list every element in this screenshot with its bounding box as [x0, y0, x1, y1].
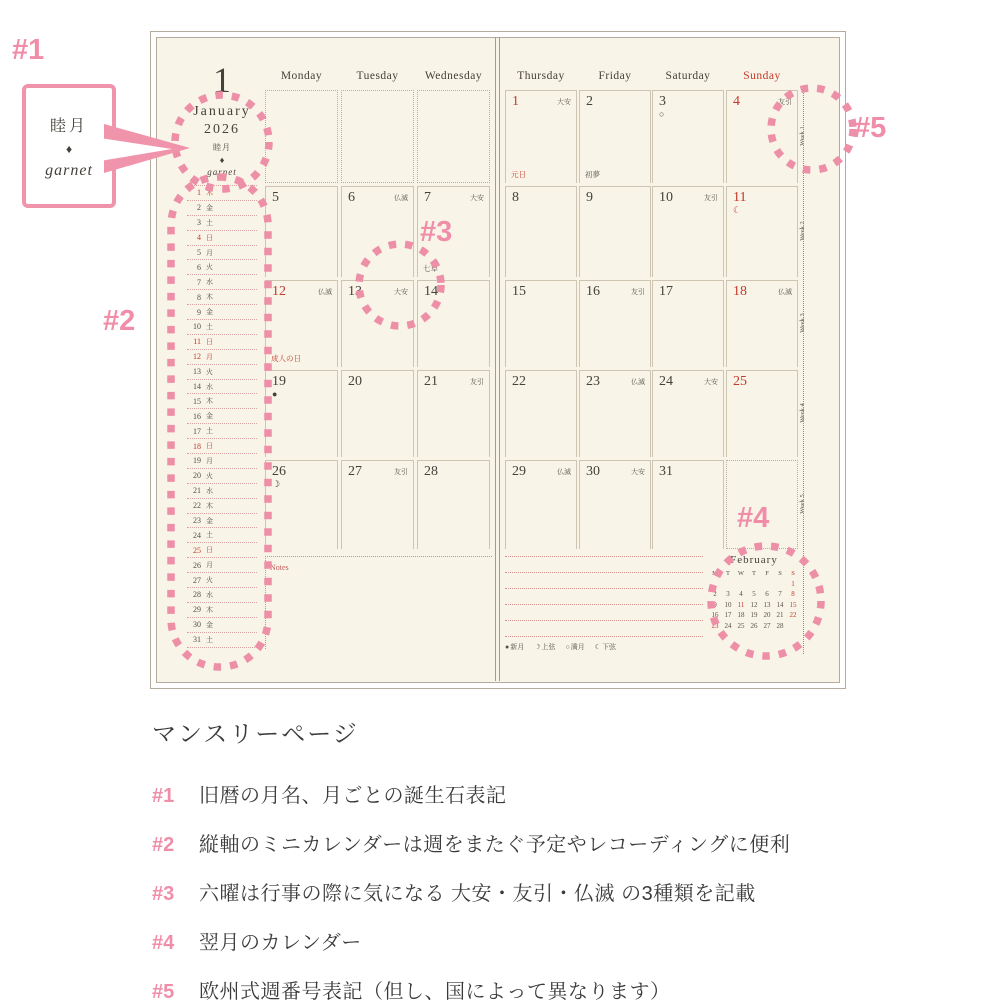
date-number: 7: [424, 190, 431, 205]
rokuyo-label: 友引: [778, 98, 792, 106]
mini-day-number: 5: [197, 248, 201, 257]
moon-symbol-icon: ●: [505, 643, 510, 651]
description-title: マンスリーページ: [152, 721, 359, 748]
feb-date: 19: [750, 611, 758, 619]
week-number-label: Week 5: [799, 489, 809, 519]
feb-date: 13: [763, 600, 771, 609]
day-header-saturday: Saturday: [665, 70, 711, 82]
mini-day-number: 28: [193, 590, 201, 600]
feb-day-letter: T: [726, 570, 730, 577]
feature-text: 欧州式週番号表記（但し、国によって異なります）: [199, 981, 671, 1000]
mini-calendar-row: [187, 380, 257, 395]
mini-day-number: 14: [193, 382, 201, 392]
date-number: 12: [272, 284, 286, 299]
feb-day-letter: S: [778, 570, 782, 577]
date-number: 17: [659, 284, 673, 299]
moon-symbol-icon: ○: [565, 643, 570, 651]
feature-description-item: [152, 779, 982, 808]
mini-day-weekday: 土: [206, 218, 213, 227]
notes-label: Notes: [270, 563, 289, 572]
feb-date: 14: [776, 600, 784, 609]
date-number: 3: [659, 94, 666, 109]
annotation-label-1: #1: [12, 34, 45, 66]
calendar-cell: [726, 90, 798, 183]
mini-calendar-row: [187, 216, 257, 231]
moon-symbol-label: 下弦: [602, 643, 617, 651]
calendar-cell: [579, 460, 651, 549]
mini-calendar-row: [187, 320, 257, 335]
date-number: 2: [586, 94, 593, 109]
mini-day-number: 15: [193, 396, 201, 406]
feb-date: [774, 580, 787, 588]
date-number: 20: [348, 374, 362, 389]
mini-day-number: 26: [193, 560, 201, 570]
diamond-icon: ♦: [219, 155, 225, 165]
date-number: 16: [586, 284, 600, 299]
memo-line: [505, 588, 703, 589]
day-note: 成人の日: [271, 354, 301, 363]
birthstone-name: garnet: [207, 167, 237, 177]
mini-calendar-row: [187, 528, 257, 543]
mini-day-weekday: 月: [206, 248, 213, 257]
week-number-label: Week 2: [799, 216, 809, 246]
calendar-cell: [417, 370, 490, 457]
mini-calendar-row: [187, 543, 257, 558]
memo-line: [505, 556, 703, 557]
calendar-cell: [505, 186, 577, 277]
rokuyo-label: 仏滅: [778, 288, 792, 296]
date-number: 23: [586, 374, 600, 389]
rokuyo-label: 友引: [631, 288, 645, 296]
mini-calendar-row: [187, 499, 257, 514]
mini-day-weekday: 水: [206, 278, 213, 287]
feb-day-letter: S: [791, 570, 795, 577]
feature-text: 旧暦の月名、月ごとの誕生石表記: [199, 785, 507, 807]
date-number: 15: [512, 284, 526, 299]
day-header-thursday: Thursday: [517, 70, 565, 82]
mini-day-weekday: 金: [206, 516, 213, 525]
mini-day-weekday: 木: [206, 501, 213, 510]
feature-description-item: [152, 975, 982, 1000]
day-header-tuesday: Tuesday: [356, 70, 399, 82]
rokuyo-label: 仏滅: [557, 468, 571, 476]
mini-day-weekday: 木: [206, 188, 213, 197]
mini-day-weekday: 月: [206, 561, 213, 570]
calendar-cell: [726, 280, 798, 367]
mini-calendar-row: [187, 484, 257, 499]
mini-calendar-row: [187, 514, 257, 529]
feature-text: 翌月のカレンダー: [199, 932, 362, 954]
date-number: 22: [512, 374, 526, 389]
mini-day-weekday: 木: [206, 293, 213, 302]
feb-date: [709, 580, 722, 588]
mini-calendar-row: [187, 633, 257, 648]
calendar-cell: [265, 186, 338, 277]
annotation-label-3: #3: [420, 216, 453, 248]
calendar-cell: [579, 90, 651, 183]
annotation-label-5: #5: [854, 112, 887, 144]
day-header-sunday: Sunday: [743, 70, 781, 82]
date-number: 19: [272, 374, 286, 389]
mini-day-number: 8: [197, 292, 201, 302]
feb-date: 21: [776, 611, 784, 619]
mini-day-weekday: 日: [206, 233, 213, 242]
rokuyo-label: 友引: [394, 468, 408, 476]
rokuyo-label: 仏滅: [394, 194, 408, 202]
feature-number: #1: [152, 785, 175, 807]
feb-date: 1: [791, 579, 795, 588]
moon-phase-icon: ○: [659, 109, 665, 119]
moon-phase-icon: ☽: [272, 479, 281, 489]
mini-day-weekday: 土: [206, 531, 213, 540]
mini-day-weekday: 金: [206, 203, 213, 212]
mini-day-number: 21: [193, 486, 201, 496]
feb-date: [735, 580, 748, 588]
mini-day-number: 3: [197, 218, 201, 228]
rokuyo-label: 仏滅: [318, 288, 332, 296]
mini-day-weekday: 水: [206, 590, 213, 599]
moon-symbol-label: 満月: [570, 643, 585, 651]
mini-day-number: 9: [197, 307, 201, 317]
feature-number: #3: [152, 883, 175, 905]
mini-calendar-row: [187, 335, 257, 350]
mini-calendar-row: [187, 290, 257, 305]
mini-calendar-row: [187, 305, 257, 320]
day-header-friday: Friday: [598, 70, 632, 82]
feb-date: 11: [737, 600, 745, 609]
calendar-cell: [652, 90, 724, 183]
date-number: 5: [272, 190, 279, 205]
mini-day-weekday: 金: [206, 412, 213, 421]
feature-description-item: [152, 877, 982, 906]
mini-day-number: 12: [193, 352, 201, 362]
calendar-cell: [505, 370, 577, 457]
mini-calendar-row: [187, 424, 257, 439]
mini-day-weekday: 日: [206, 546, 213, 555]
date-number: 27: [348, 464, 362, 479]
moon-symbol-label: 上弦: [541, 643, 556, 651]
feature-number: #5: [152, 981, 175, 1000]
feb-date: 27: [763, 621, 771, 630]
feature-number: #4: [152, 932, 175, 954]
calendar-cell: [726, 186, 798, 277]
calendar-cell: [265, 280, 338, 367]
mini-day-weekday: 木: [206, 605, 213, 614]
feb-day-letter: W: [737, 570, 745, 577]
mini-day-number: 30: [193, 620, 201, 630]
memo-line: [505, 572, 703, 573]
mini-day-number: 20: [193, 471, 201, 481]
memo-line: [505, 604, 703, 605]
description-items: [152, 779, 982, 1000]
feb-date: [761, 580, 774, 588]
rokuyo-label: 友引: [704, 194, 718, 202]
feb-date: [722, 580, 735, 588]
mini-day-weekday: 火: [206, 367, 213, 376]
mini-calendar-row: [187, 231, 257, 246]
mini-day-weekday: 金: [206, 620, 213, 629]
feb-date: 22: [789, 611, 797, 619]
calendar-cell: [341, 280, 414, 367]
book-spine: [495, 37, 500, 681]
feb-date: 24: [724, 621, 732, 630]
empty-cell: [341, 90, 414, 183]
feb-day-letter: F: [765, 570, 769, 577]
moon-symbol-icon: ☽: [534, 643, 541, 651]
calendar-cell: [652, 370, 724, 457]
calendar-cell: [417, 280, 490, 367]
memo-line: [505, 636, 703, 637]
calendar-cell: [417, 460, 490, 549]
mini-day-weekday: 水: [206, 486, 213, 495]
mini-day-weekday: 火: [206, 471, 213, 480]
feb-date: 7: [778, 590, 782, 598]
notes-area: [265, 556, 492, 649]
feb-date: 20: [763, 611, 771, 619]
callout-diamond-icon: ♦: [65, 141, 73, 156]
feb-date: 18: [737, 611, 745, 619]
empty-cell: [417, 90, 490, 183]
rokuyo-label: 大安: [557, 98, 571, 106]
memo-line: [505, 620, 703, 621]
date-number: 10: [659, 190, 673, 205]
mini-calendar-row: [187, 186, 257, 201]
date-number: 14: [424, 284, 438, 299]
calendar-cell: [579, 186, 651, 277]
mini-day-number: 6: [197, 262, 201, 272]
calendar-cell: [505, 460, 577, 549]
month-number: 1: [213, 60, 231, 100]
feb-date: 2: [713, 590, 717, 598]
moon-phase-legend: [505, 642, 616, 652]
mini-calendar-row: [187, 246, 257, 261]
feb-date: 17: [724, 611, 732, 619]
feb-date: 16: [711, 611, 719, 619]
mini-day-weekday: 土: [206, 322, 213, 331]
mini-calendar-row: [187, 454, 257, 469]
date-number: 28: [424, 464, 438, 479]
week-number-column-line: [803, 88, 804, 654]
feature-text: 六曜は行事の際に気になる 大安・友引・仏滅 の3種類を記載: [199, 883, 756, 905]
date-number: 1: [512, 94, 519, 109]
rokuyo-label: 大安: [631, 468, 645, 476]
mini-day-weekday: 火: [206, 263, 213, 272]
month-header: [172, 60, 272, 177]
calendar-cell: [341, 370, 414, 457]
feb-day-letter: M: [712, 570, 718, 577]
mini-day-number: 10: [193, 322, 201, 332]
rokuyo-label: 大安: [704, 378, 718, 386]
month-name: January: [193, 104, 251, 119]
feb-date: 15: [789, 600, 797, 609]
mini-day-number: 4: [197, 233, 201, 243]
mini-day-number: 2: [197, 203, 201, 213]
date-number: 25: [733, 374, 747, 389]
calendar-cell: [579, 280, 651, 367]
date-number: 4: [733, 94, 740, 109]
calendar-cell: [505, 90, 577, 183]
mini-day-weekday: 日: [206, 337, 213, 346]
date-number: 11: [733, 190, 747, 205]
feb-date: 25: [737, 621, 745, 630]
mini-day-number: 11: [193, 337, 201, 347]
calendar-cell: [341, 186, 414, 277]
calendar-cell: [341, 460, 414, 549]
callout-box: [22, 84, 116, 208]
feature-description: [152, 714, 982, 1000]
day-header-monday: Monday: [280, 70, 323, 82]
mini-day-number: 16: [193, 411, 201, 421]
feature-number: #2: [152, 834, 175, 856]
mini-calendar-row: [187, 201, 257, 216]
date-number: 29: [512, 464, 526, 479]
feb-date: 12: [750, 600, 758, 609]
feature-description-item: [152, 926, 982, 955]
calendar-cell: [652, 280, 724, 367]
moon-phase-icon: ☾: [733, 205, 742, 215]
date-number: 8: [512, 190, 519, 205]
mini-day-weekday: 金: [206, 308, 213, 317]
mini-calendar-row: [187, 350, 257, 365]
day-note: 七草: [423, 264, 438, 273]
mini-day-weekday: 土: [206, 427, 213, 436]
next-month-grid: [706, 570, 802, 630]
calendar-cell: [652, 460, 724, 549]
feb-date: 3: [726, 590, 730, 598]
feb-date: 9: [713, 600, 717, 609]
mini-calendar-row: [187, 394, 257, 409]
empty-cell: [265, 90, 338, 183]
feb-date: [748, 580, 761, 588]
moon-legend-item: [534, 642, 555, 652]
callout-birthstone: garnet: [45, 161, 93, 179]
mini-calendar-row: [187, 260, 257, 275]
mini-day-weekday: 木: [206, 397, 213, 406]
mini-day-number: 27: [193, 575, 201, 585]
moon-symbol-icon: ☾: [594, 643, 602, 651]
date-number: 18: [733, 284, 747, 299]
day-note: 元日: [511, 170, 526, 179]
calendar-cell: [652, 186, 724, 277]
next-month-title: February: [730, 554, 778, 566]
date-number: 13: [348, 284, 362, 299]
rokuyo-label: 大安: [394, 288, 408, 296]
moon-legend-item: [595, 642, 616, 652]
mini-day-weekday: 火: [206, 576, 213, 585]
calendar-cell: [265, 460, 338, 549]
mini-calendar-row: [187, 365, 257, 380]
mini-day-number: 13: [193, 367, 201, 377]
annotation-label-2: #2: [103, 305, 136, 337]
week-number-label: Week 1: [799, 121, 809, 151]
feature-description-item: [152, 828, 982, 857]
feb-date: 10: [724, 600, 732, 609]
feb-date: 8: [791, 590, 795, 598]
mini-day-number: 24: [193, 530, 201, 540]
moon-legend-item: [505, 642, 524, 652]
mini-day-number: 7: [197, 277, 201, 287]
date-number: 21: [424, 374, 438, 389]
feb-date: 6: [765, 590, 769, 598]
mini-day-number: 23: [193, 516, 201, 526]
mini-calendar-row: [187, 573, 257, 588]
mini-calendar-row: [187, 618, 257, 633]
rokuyo-label: 友引: [470, 378, 484, 386]
year: 2026: [204, 122, 240, 137]
mini-day-number: 19: [193, 456, 201, 466]
mini-day-number: 18: [193, 441, 201, 451]
calendar-cell: [579, 370, 651, 457]
mini-calendar-row: [187, 558, 257, 573]
mini-day-number: 25: [193, 545, 201, 555]
next-month-calendar: [706, 554, 802, 630]
mini-day-weekday: 日: [206, 442, 213, 451]
mini-day-number: 29: [193, 605, 201, 615]
mini-calendar-row: [187, 439, 257, 454]
week-number-label: Week 4: [799, 398, 809, 428]
mini-calendar-row: [187, 409, 257, 424]
feb-date: 5: [752, 590, 756, 598]
feb-day-letter: T: [752, 570, 756, 577]
date-number: 6: [348, 190, 355, 205]
date-number: 26: [272, 464, 286, 479]
calendar-cell: [265, 370, 338, 457]
moon-legend-item: [566, 642, 585, 652]
mini-day-number: 31: [193, 635, 201, 645]
mini-calendar-row: [187, 603, 257, 618]
feb-date: [787, 622, 800, 630]
mini-day-weekday: 土: [206, 635, 213, 644]
rokuyo-label: 大安: [470, 194, 484, 202]
calendar-cell: [726, 370, 798, 457]
mini-day-weekday: 水: [206, 382, 213, 391]
feb-date: 23: [711, 621, 719, 630]
old-month-name: 睦月: [213, 143, 231, 152]
mini-day-number: 22: [193, 501, 201, 511]
mini-calendar-row: [187, 469, 257, 484]
date-number: 9: [586, 190, 593, 205]
mini-day-number: 1: [197, 188, 201, 198]
moon-symbol-label: 新月: [510, 643, 525, 651]
date-number: 30: [586, 464, 600, 479]
week-number-label: Week 3: [799, 308, 809, 338]
mini-day-number: 17: [193, 426, 201, 436]
annotation-label-4: #4: [737, 502, 770, 534]
callout-old-month: 睦月: [49, 117, 88, 135]
mini-day-weekday: 月: [206, 352, 213, 361]
mini-calendar-row: [187, 588, 257, 603]
date-number: 31: [659, 464, 673, 479]
day-header-wednesday: Wednesday: [424, 70, 483, 82]
vertical-mini-calendar: [187, 185, 257, 648]
mini-day-weekday: 月: [206, 456, 213, 465]
day-note: 初夢: [585, 170, 600, 179]
mini-calendar-row: [187, 275, 257, 290]
moon-phase-icon: ●: [272, 389, 278, 399]
feb-date: 26: [750, 621, 758, 630]
feature-text: 縦軸のミニカレンダーは週をまたぐ予定やレコーディングに便利: [199, 834, 791, 856]
feb-date: 4: [739, 590, 743, 598]
date-number: 24: [659, 374, 673, 389]
calendar-cell: [505, 280, 577, 367]
feb-date: 28: [776, 621, 784, 630]
rokuyo-label: 仏滅: [631, 378, 645, 386]
